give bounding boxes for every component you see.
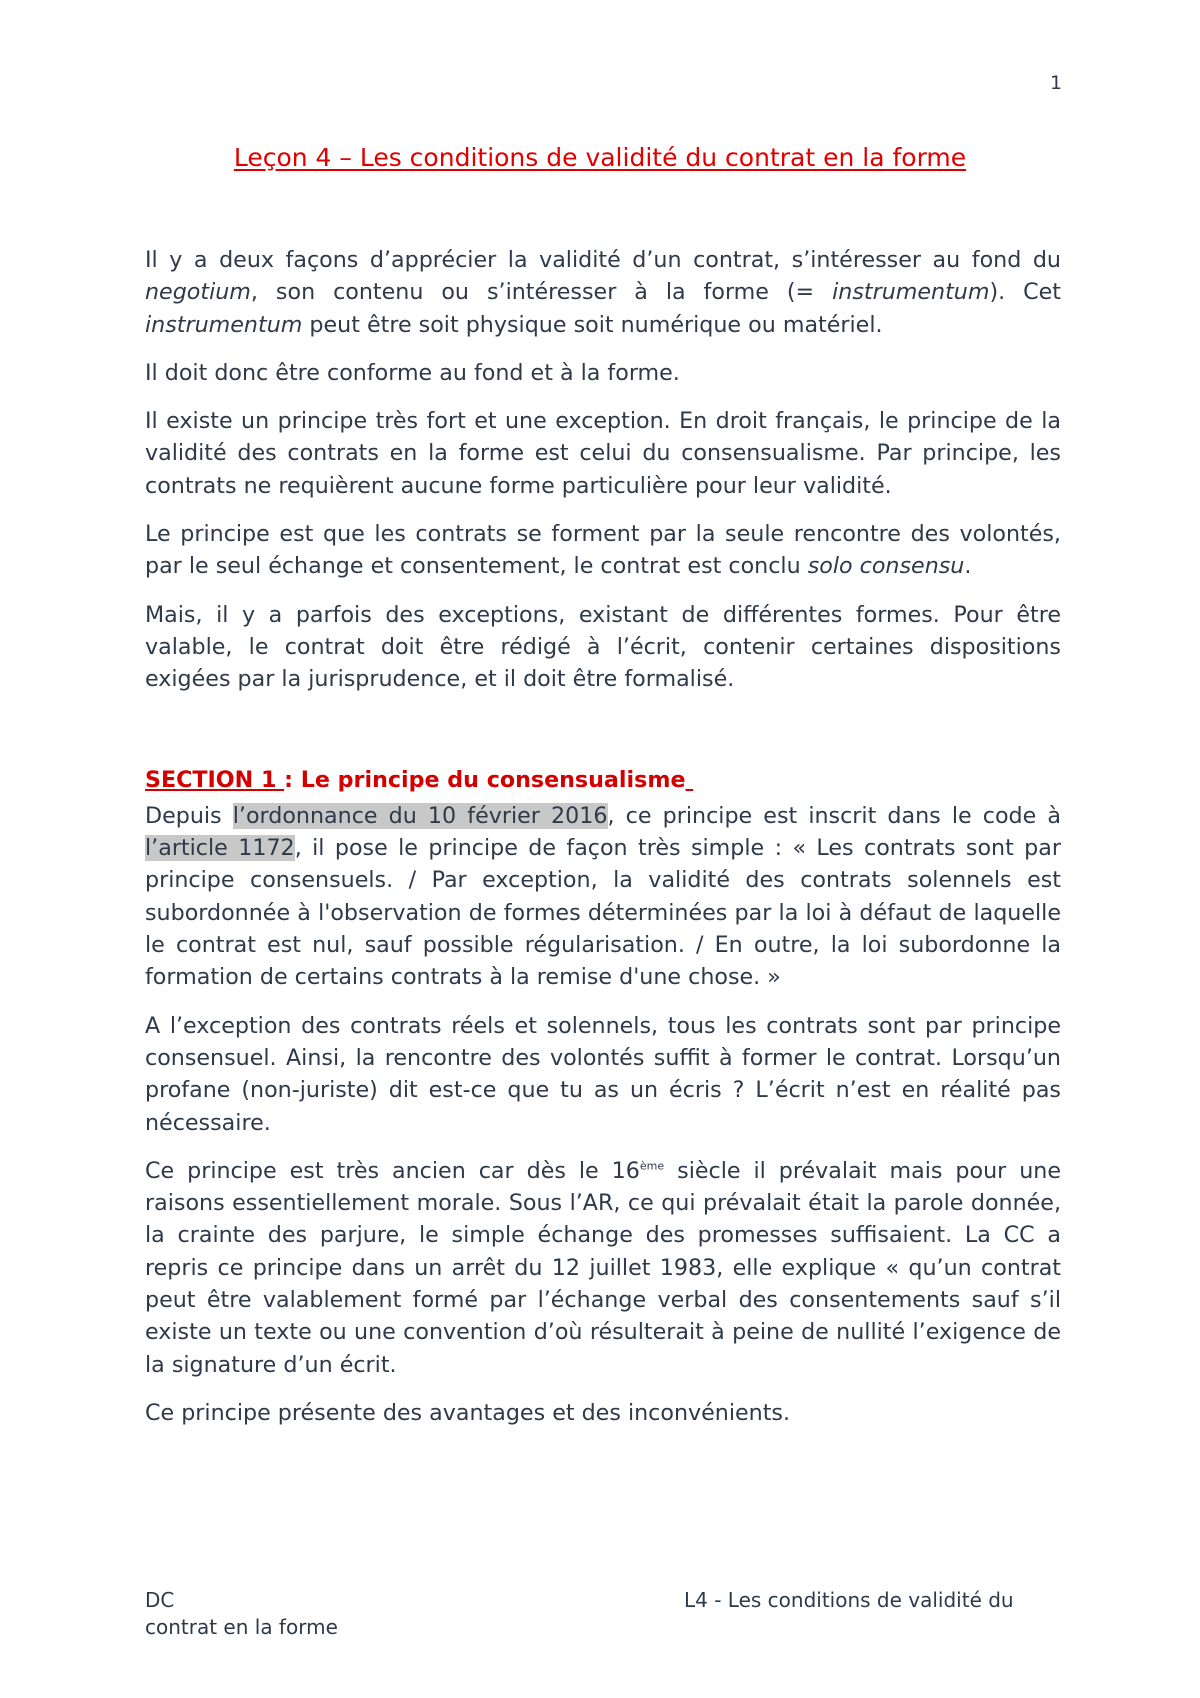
intro-paragraph-1: Il y a deux façons d’apprécier la validité d’un contrat, s’intéresser au fond du negotium, son contenu ou s’intéresser à la forme (= instrumentum). Cet instrumentum peut être soit physique soit numérique ou matériel. (145, 247, 1061, 338)
section-1-paragraph-3: Ce principe est très ancien car dès le 16ème siècle il prévalait mais pour une raisons essentiellement morale. Sous l’AR, ce qui prévalait était la parole donnée, la crainte des parjure, le simple échange des promesses suffisaient. La CC a repris ce principe dans un arrêt du 12 juillet 1983, elle explique « qu’un contrat peut être valablement formé par l’échange verbal des consentements sauf s’il existe un texte ou une convention d’où résulterait à peine de nullité l’exigence de la signature d’un écrit. (145, 1157, 1061, 1378)
intro-paragraph-4: Le principe est que les contrats se forment par la seule rencontre des volontés, par le seul échange et consentement, le contrat est conclu solo consensu. (145, 521, 1061, 580)
section-1-heading (145, 764, 1061, 796)
footer-left (145, 1587, 338, 1641)
section-1-paragraph-1: Depuis l’ordonnance du 10 février 2016, ce principe est inscrit dans le code à l’article 1172, il pose le principe de façon très simple : « Les contrats sont par principe consensuels. / Par exception, la validité des contrats solennels est subordonnée à l'observation de formes déterminées par la loi à défaut de laquelle le contrat est nul, sauf possible régularisation. / En outre, la loi subordonne la formation de certains contrats à la remise d'une chose. » (145, 802, 1061, 991)
section-1-paragraph-4: Ce principe présente des avantages et des inconvénients. (145, 1399, 791, 1426)
footer-right: L4 - Les conditions de validité du (684, 1588, 1014, 1612)
page-title: Leçon 4 – Les conditions de validité du contrat en la forme (233, 143, 967, 172)
intro-paragraph-3: Il existe un principe très fort et une exception. En droit français, le principe de la validité des contrats en la forme est celui du consensualisme. Par principe, les contrats ne requièrent aucune forme particulière pour leur validité. (145, 408, 1061, 499)
highlighted-reference: l’article 1172 (145, 835, 295, 862)
footer-left-line-1: DC (145, 1588, 175, 1612)
section-1-title: : Le principe du consensualisme (284, 766, 686, 793)
intro-paragraph-2: Il doit donc être conforme au fond et à la forme. (145, 359, 680, 386)
section-1-paragraph-2: A l’exception des contrats réels et solennels, tous les contrats sont par principe consensuel. Ainsi, la rencontre des volontés suffit à former le contrat. Lorsqu’un profane (non-juriste) dit est-ce que tu as un écris ? L’écrit n’est en réalité pas nécessaire. (145, 1012, 1061, 1136)
document-body (145, 244, 1061, 1445)
page-number: 1 (1050, 72, 1063, 94)
highlighted-reference: l’ordonnance du 10 février 2016 (232, 802, 608, 829)
footer-left-line-2: contrat en la forme (145, 1615, 338, 1639)
section-1-number: SECTION 1 (145, 766, 285, 793)
intro-paragraph-5: Mais, il y a parfois des exceptions, existant de différentes formes. Pour être valable, le contrat doit être rédigé à l’écrit, contenir certaines dispositions exigées par la jurisprudence, et il doit être formalisé. (145, 601, 1061, 693)
